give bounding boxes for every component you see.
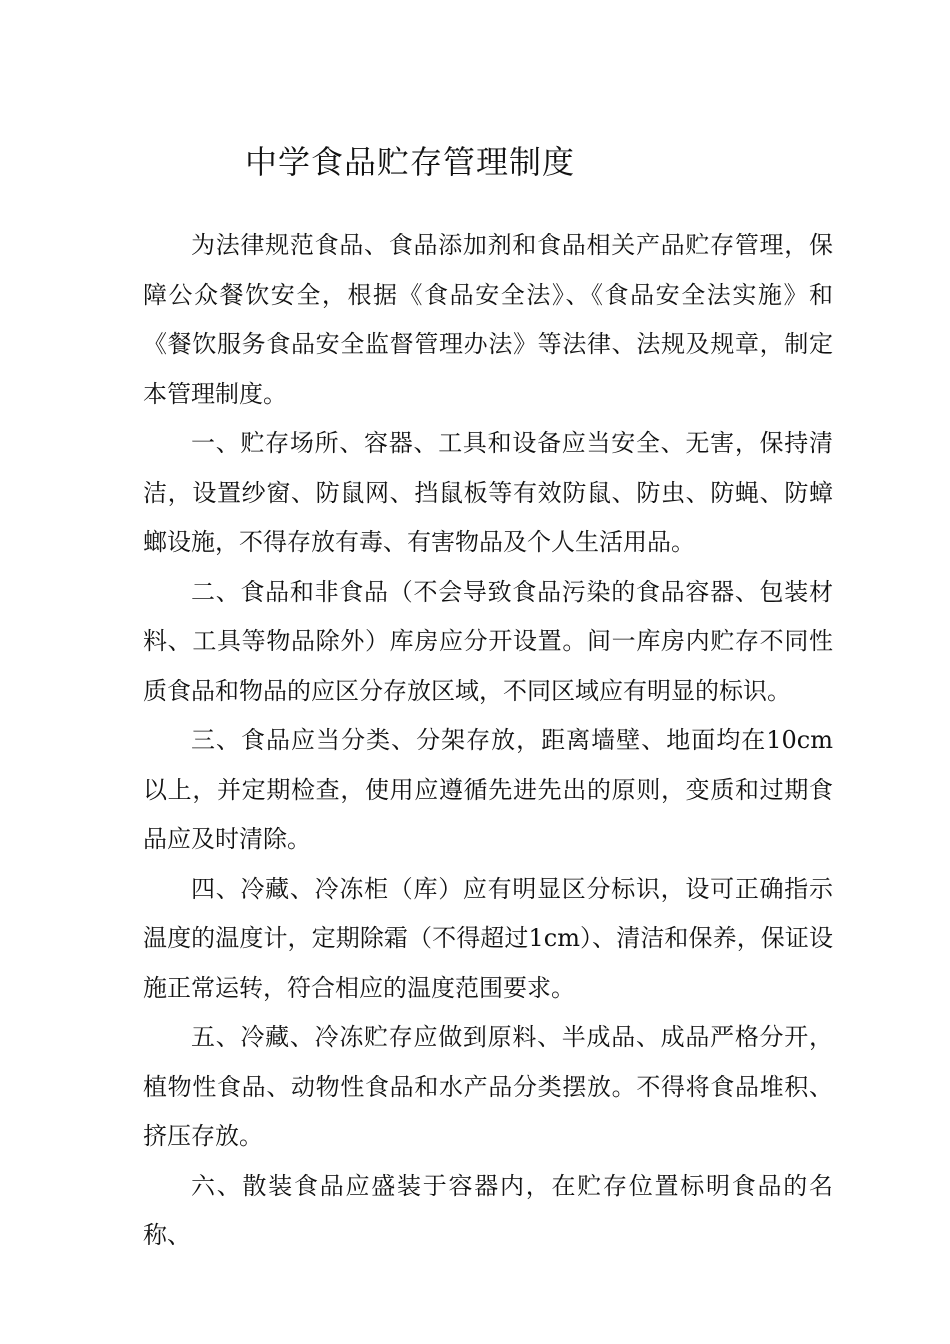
paragraph-article-2: 二、食品和非食品（不会导致食品污染的食品容器、包装材料、工具等物品除外）库房应分开设置。间一库房内贮存不同性质食品和物品的应区分存放区域，不同区域应有明显的标识。 — [143, 577, 833, 705]
paragraph-article-5: 五、冷藏、冷冻贮存应做到原料、半成品、成品严格分开，植物性食品、动物性食品和水产品分类摆放。不得将食品堆积、挤压存放。 — [143, 1023, 833, 1150]
document-title: 中学食品贮存管理制度 — [245, 143, 576, 181]
paragraph-article-4: 四、冷藏、冷冻柜（库）应有明显区分标识，设可正确指示温度的温度计，定期除霜（不得超过1cm）、清洁和保养，保证设施正常运转，符合相应的温度范围要求。 — [143, 874, 833, 1002]
document-body — [143, 221, 833, 1261]
paragraph-article-3: 三、食品应当分类、分架存放，距离墙壁、地面均在10cm以上，并定期检查，使用应遵循先进先出的原则，变质和过期食品应及时清除。 — [143, 726, 833, 853]
paragraph-article-6: 六、散装食品应盛装于容器内，在贮存位置标明食品的名称、 — [143, 1171, 833, 1249]
paragraph-article-1: 一、贮存场所、容器、工具和设备应当安全、无害，保持清洁，设置纱窗、防鼠网、挡鼠板等有效防鼠、防虫、防蝇、防蟑螂设施，不得存放有毒、有害物品及个人生活用品。 — [143, 429, 833, 556]
paragraph-preamble: 为法律规范食品、食品添加剂和食品相关产品贮存管理，保障公众餐饮安全，根据《食品安全法》、《食品安全法实施》和《餐饮服务食品安全监督管理办法》等法律、法规及规章，制定本管理制度。 — [143, 231, 833, 408]
